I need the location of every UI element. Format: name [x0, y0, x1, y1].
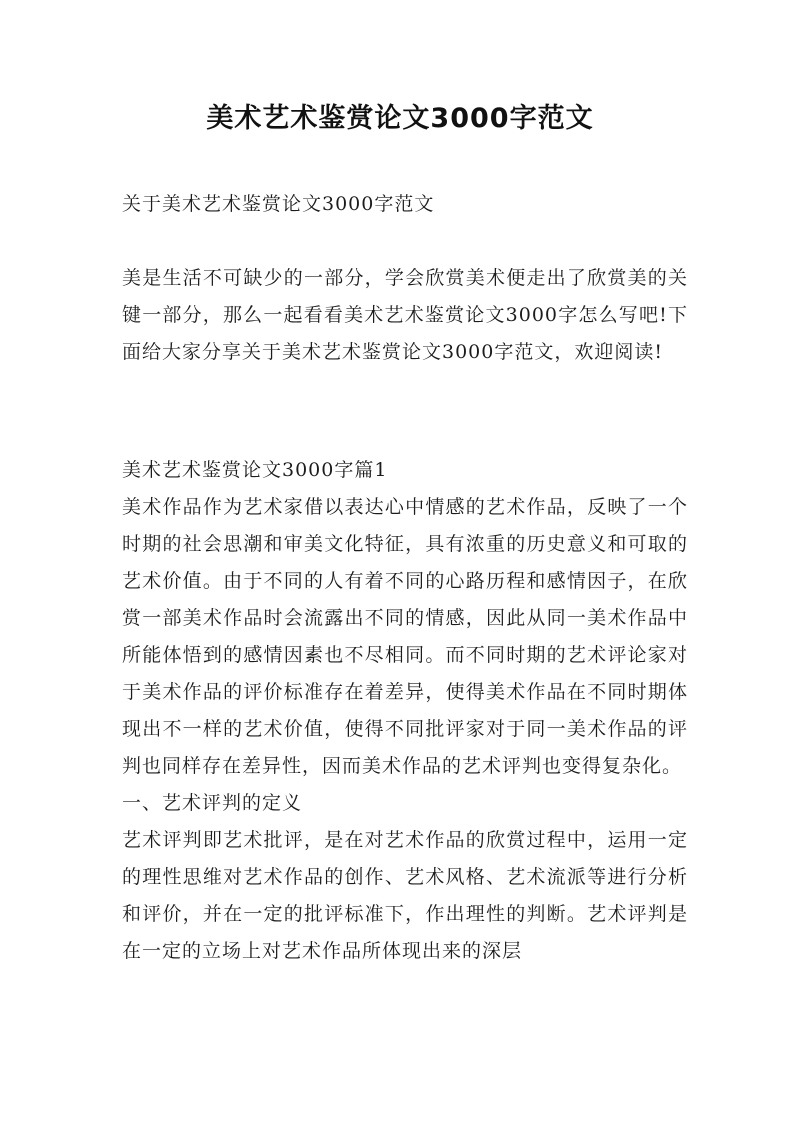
document-title: 美术艺术鉴赏论文3000字范文 — [206, 103, 594, 134]
subheading-definition: 一、艺术评判的定义 — [122, 792, 303, 814]
main-content — [122, 452, 688, 970]
body-paragraph-2: 艺术评判即艺术批评，是在对艺术作品的欣赏过程中，运用一定的理性思维对艺术作品的创作、艺术风格、艺术流派等进行分析和评价，并在一定的批评标准下，作出理性的判断。艺术评判是在一定的立场上对艺术作品所体现出来的深层 — [122, 829, 688, 962]
document-subtitle: 关于美术艺术鉴赏论文3000字范文 — [122, 193, 435, 215]
intro-paragraph: 美是生活不可缺少的一部分，学会欣赏美术便走出了欣赏美的关键一部分，那么一起看看美术艺术鉴赏论文3000字怎么写吧!下面给大家分享关于美术艺术鉴赏论文3000字范文，欢迎阅读! — [122, 267, 688, 363]
body-paragraph-1: 美术作品作为艺术家借以表达心中情感的艺术作品，反映了一个时期的社会思潮和审美文化特征，具有浓重的历史意义和可取的艺术价值。由于不同的人有着不同的心路历程和感情因子，在欣赏一部美术作品时会流露出不同的情感，因此从同一美术作品中所能体悟到的感情因素也不尽相同。而不同时期的艺术评论家对于美术作品的评价标准存在着差异，使得美术作品在不同时期体现出不一样的艺术价值，使得不同批评家对于同一美术作品的评判也同样存在差异性，因而美术作品的艺术评判也变得复杂化。 — [122, 496, 688, 777]
section-heading: 美术艺术鉴赏论文3000字篇1 — [122, 459, 388, 481]
